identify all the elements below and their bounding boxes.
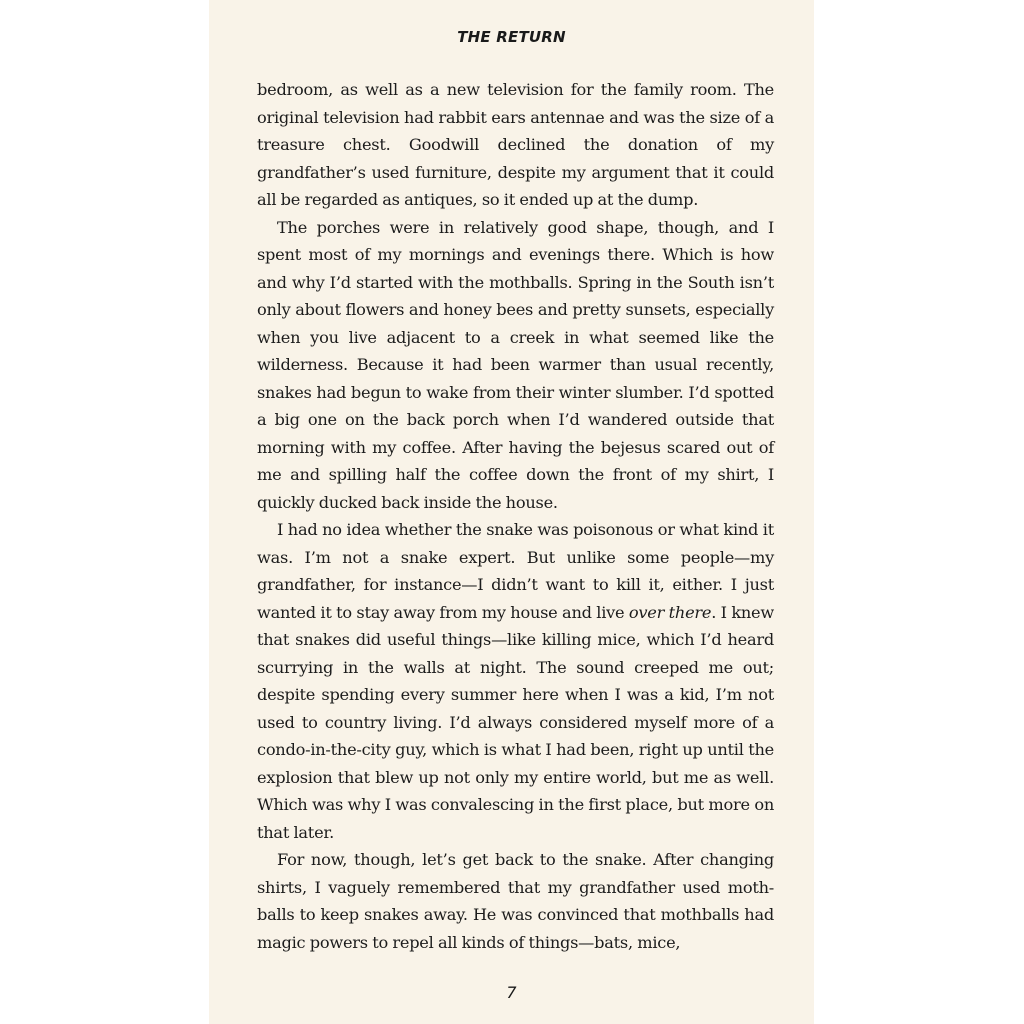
page-number: 7 bbox=[506, 983, 517, 1002]
paragraph-1: bedroom, as well as a new television for the family room. The original television had rabbit ears antennae and was the size of a treasure chest. Goodwill declined the donation of my grandfather’s used furniture, despite my argument that it could all be regarded as antiques, so it ended up at the dump. bbox=[257, 80, 774, 209]
body-text bbox=[257, 76, 774, 956]
running-head: THE RETURN bbox=[457, 28, 566, 46]
book-page bbox=[209, 0, 814, 1024]
paragraph-2: The porches were in relatively good shape, though, and I spent most of my mornings and evenings there. Which is how and why I’d started with the mothballs. Spring in the South isn’t only about flowers and honey bees and pretty sunsets, especially when you live adjacent to a creek in what seemed like the wilderness. Because it had been warmer than usual recently, snakes had begun to wake from their winter slumber. I’d spotted a big one on the back porch when I’d wandered outside that morning with my coffee. After having the bejesus scared out of me and spilling half the coffee down the front of my shirt, I quickly ducked back inside the house. bbox=[257, 217, 774, 512]
paragraph-3-part-2: . I knew that snakes did useful things—like killing mice, which I’d heard scurrying in the walls at night. The sound creeped me out; despite spending every summer here when I was a kid, I’m not used to country living. I’d always considered myself more of a condo-in-the-city guy, which is what I had been, right up until the explosion that blew up not only my entire world, but me as well. Which was why I was convalescing in the first place, but more on that later. bbox=[257, 602, 774, 842]
paragraph-3-italic: over there bbox=[628, 602, 712, 622]
paragraph-3-part-1: I had no idea whether the snake was poisonous or what kind it was. I’m not a snake expert. But unlike some people—my grandfather, for instance—I didn’t want to kill it, either. I just wanted it to stay away from my house and live bbox=[257, 520, 774, 622]
paragraph-4: For now, though, let’s get back to the snake. After changing shirts, I vaguely remembered that my grandfather used moth-balls to keep snakes away. He was convinced that mothballs had magic powers to repel all kinds of things—bats, mice, bbox=[257, 850, 774, 952]
paragraph-3 bbox=[257, 516, 774, 846]
